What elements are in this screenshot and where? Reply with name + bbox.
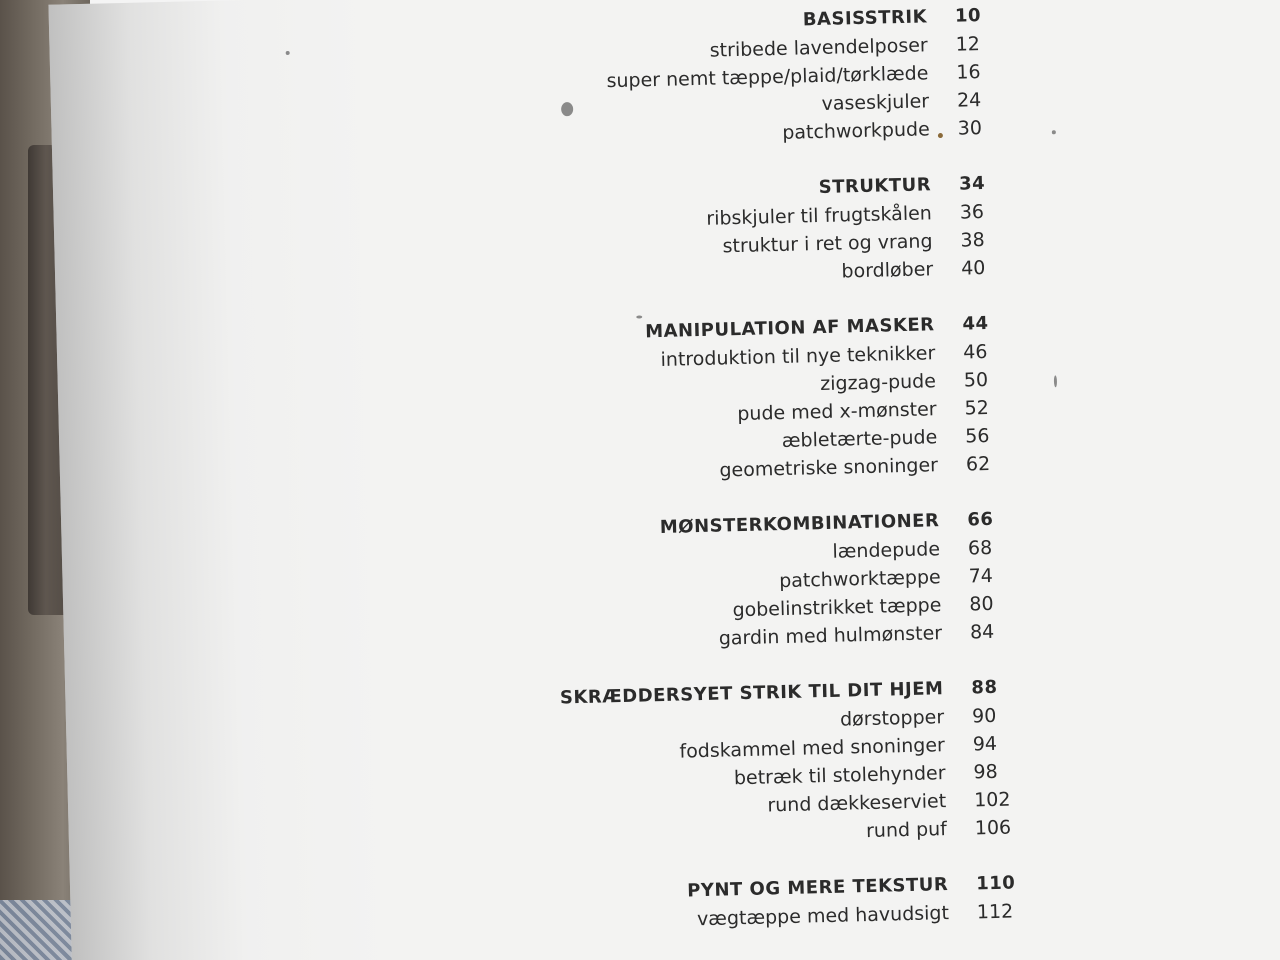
entry-title: gardin med hulmønster [718,622,943,650]
entry-page: 68 [967,536,993,560]
section-title: MANIPULATION AF MASKER [644,314,935,343]
section-title: PYNT OG MERE TEKSTUR [686,874,949,902]
entry-page: 36 [959,201,985,224]
entry-title: bordløber [841,258,934,283]
dust-speck [938,133,943,138]
entry-title: zigzag-pude [819,370,937,396]
section-page: 34 [958,172,986,195]
entry-title: vaseskjuler [821,90,930,115]
entry-page: 12 [955,33,981,56]
entry-page: 38 [960,229,985,252]
entry-title: introduktion til nye teknikker [660,342,936,371]
section-page: 66 [967,508,994,531]
table-of-contents [48,0,1280,960]
entry-title: stribede lavendelposer [709,34,928,62]
section-page: 88 [971,676,998,699]
entry-title: vægtæppe med havudsigt [696,902,950,931]
entry-page: 56 [965,424,990,448]
section-page: 10 [954,5,982,27]
section-title: SKRÆDDERSYET STRIK TIL DIT HJEM [559,678,944,709]
entry-page: 102 [973,788,1011,812]
entry-page: 94 [972,732,998,756]
section-page: 44 [962,312,989,335]
dust-speck [1052,130,1056,134]
entry-page: 74 [968,564,994,588]
entry-title: ribskjuler til frugtskålen [706,202,933,230]
entry-title: æbletærte-pude [781,426,938,453]
entry-page: 84 [969,620,995,644]
section-title: BASISSTRIK [802,6,928,31]
entry-page: 16 [956,61,981,84]
entry-title: betræk til stolehynder [733,762,946,790]
entry-page: 106 [974,816,1012,840]
entry-page: 98 [973,760,998,784]
entry-title: fodskammel med snoninger [679,734,946,763]
entry-page: 112 [976,900,1014,924]
entry-title: super nemt tæppe/plaid/tørklæde [606,62,929,93]
entry-title: struktur i ret og vrang [722,230,933,258]
entry-title: lændepude [832,538,941,563]
entry-page: 90 [971,704,997,728]
entry-title: patchworkpude [782,118,931,144]
book-page [48,0,1280,960]
entry-title: rund dækkeserviet [767,790,947,817]
entry-title: patchworktæppe [778,566,941,593]
section-title: STRUKTUR [818,174,932,199]
entry-page: 80 [969,592,994,616]
entry-page: 40 [960,256,986,280]
dust-speck [286,51,290,55]
section-page: 110 [975,872,1016,895]
entry-title: rund puf [865,818,948,843]
entry-page: 62 [965,452,991,476]
entry-page: 50 [963,368,989,392]
entry-title: gobelinstrikket tæppe [732,594,942,622]
dust-speck [1054,375,1057,387]
entry-page: 24 [956,89,982,112]
entry-page: 52 [964,396,990,420]
entry-page: 46 [962,340,988,364]
section-title: MØNSTERKOMBINATIONER [659,510,940,539]
entry-title: dørstopper [839,706,945,731]
entry-title: pude med x-mønster [737,398,937,426]
entry-title: geometriske snoninger [719,454,939,482]
entry-page: 30 [957,117,983,140]
